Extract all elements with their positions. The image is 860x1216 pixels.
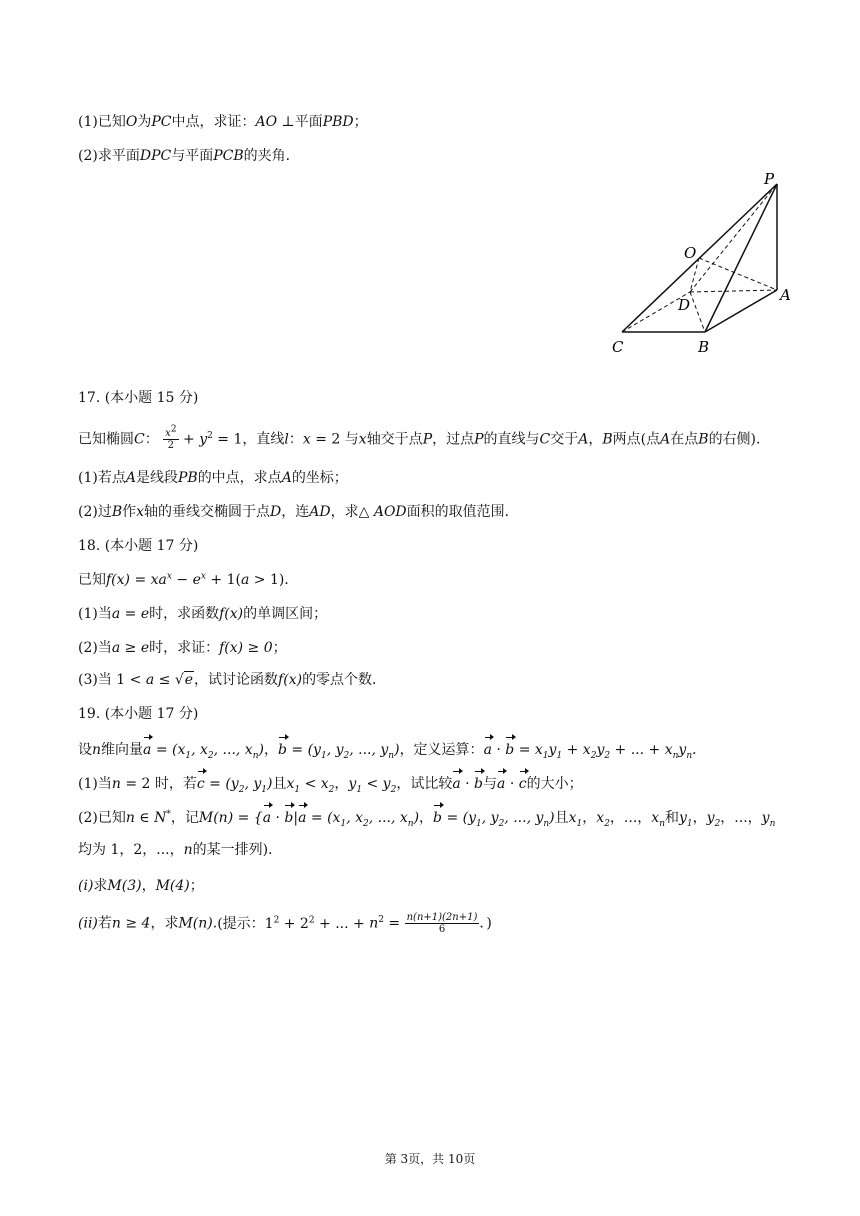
label-D: D (678, 296, 691, 314)
q19-part1: (1)当n = 2 时，若$c = (y_2$, $y_1$)且$x_1 < x_2$，$y_1 < y_2$，试比较a · b与a · c的大小； (78, 776, 583, 795)
q18-part1: (1)当a = e时，求函数f(x)的单调区间； (78, 606, 328, 622)
q18-stem: 已知$f(x) = xa^x - e^x + 1(a > 1)$． (78, 571, 299, 588)
q16-part1: (1)已知O为PC中点，求证：AO ⊥平面PBD； (78, 114, 368, 130)
q16-part2: (2)求平面DPC与平面PCB的夹角． (78, 148, 300, 164)
label-B: B (698, 338, 710, 356)
pyramid-figure (612, 168, 812, 368)
q17-part1: (1)若点A是线段PB的中点，求点A的坐标； (78, 470, 348, 486)
label-O: O (684, 244, 697, 262)
label-A: A (780, 286, 791, 304)
q18-part2: (2)当a ≥ e时，求证：f(x) ≥ 0； (78, 640, 287, 656)
q18-part3: (3)当 1 < a ≤ √e，试讨论函数f(x)的零点个数． (78, 672, 387, 688)
q17-part2: (2)过B作x轴的垂线交椭圆于点D，连AD，求△ AOD面积的取值范围． (78, 504, 519, 520)
q19-part-ii: (ii)若n ≥ 4，求M(n).(提示：$1^2 + 2^2$ + ... + $n^2$ = $\frac{n(n+1)(2n+1)}{6}$ ．) (78, 912, 492, 935)
label-P: P (764, 170, 775, 188)
hint-fraction: $\frac{n(n+1)(2n+1)}{6}$ (406, 912, 478, 935)
q18-header: 18. (本小题 17 分) (78, 538, 199, 554)
q19-part-i: (i)求M(3)，M(4)； (78, 878, 204, 894)
q17-stem: 已知椭圆C： $\frac{x^2}{2}$ + $y^2 = 1$，直线l：x = 2 与x轴交于点P，过点P的直线与C交于A，B两点(点A在点B的右侧)． (78, 424, 771, 451)
sqrt-sign: √e (174, 672, 194, 688)
q19-part2-line2: 均为 1，2，...，n的某一排列)． (78, 842, 283, 858)
q19-header: 19. (本小题 17 分) (78, 706, 199, 722)
q19-stem: 设n维向量$a = (x_1$, $x_2$, ..., $x_n$)，$b = (y_1$, $y_2$, ..., $y_n$)，定义运算：$a \cdot b = x_1y_1 + x_2y_2$ + ... + $x_ny_n$． (78, 742, 707, 761)
q19-part2-line1: (2)已知n ∈ N*，记$M(n) = \{a \cdot b|a = (x_1$, $x_2$, ..., $x_n$)，$b = (y_1$, $y_2$, ..., $y_n$)且$x_1$，$x_2$，...，$x_n$和$y_1$，$y_2$，...，$y_n$ (78, 809, 776, 829)
q17-header: 17. (本小题 15 分) (78, 390, 199, 406)
label-C: C (612, 338, 624, 356)
page-footer: 第 3页，共 10页 (384, 1152, 476, 1166)
